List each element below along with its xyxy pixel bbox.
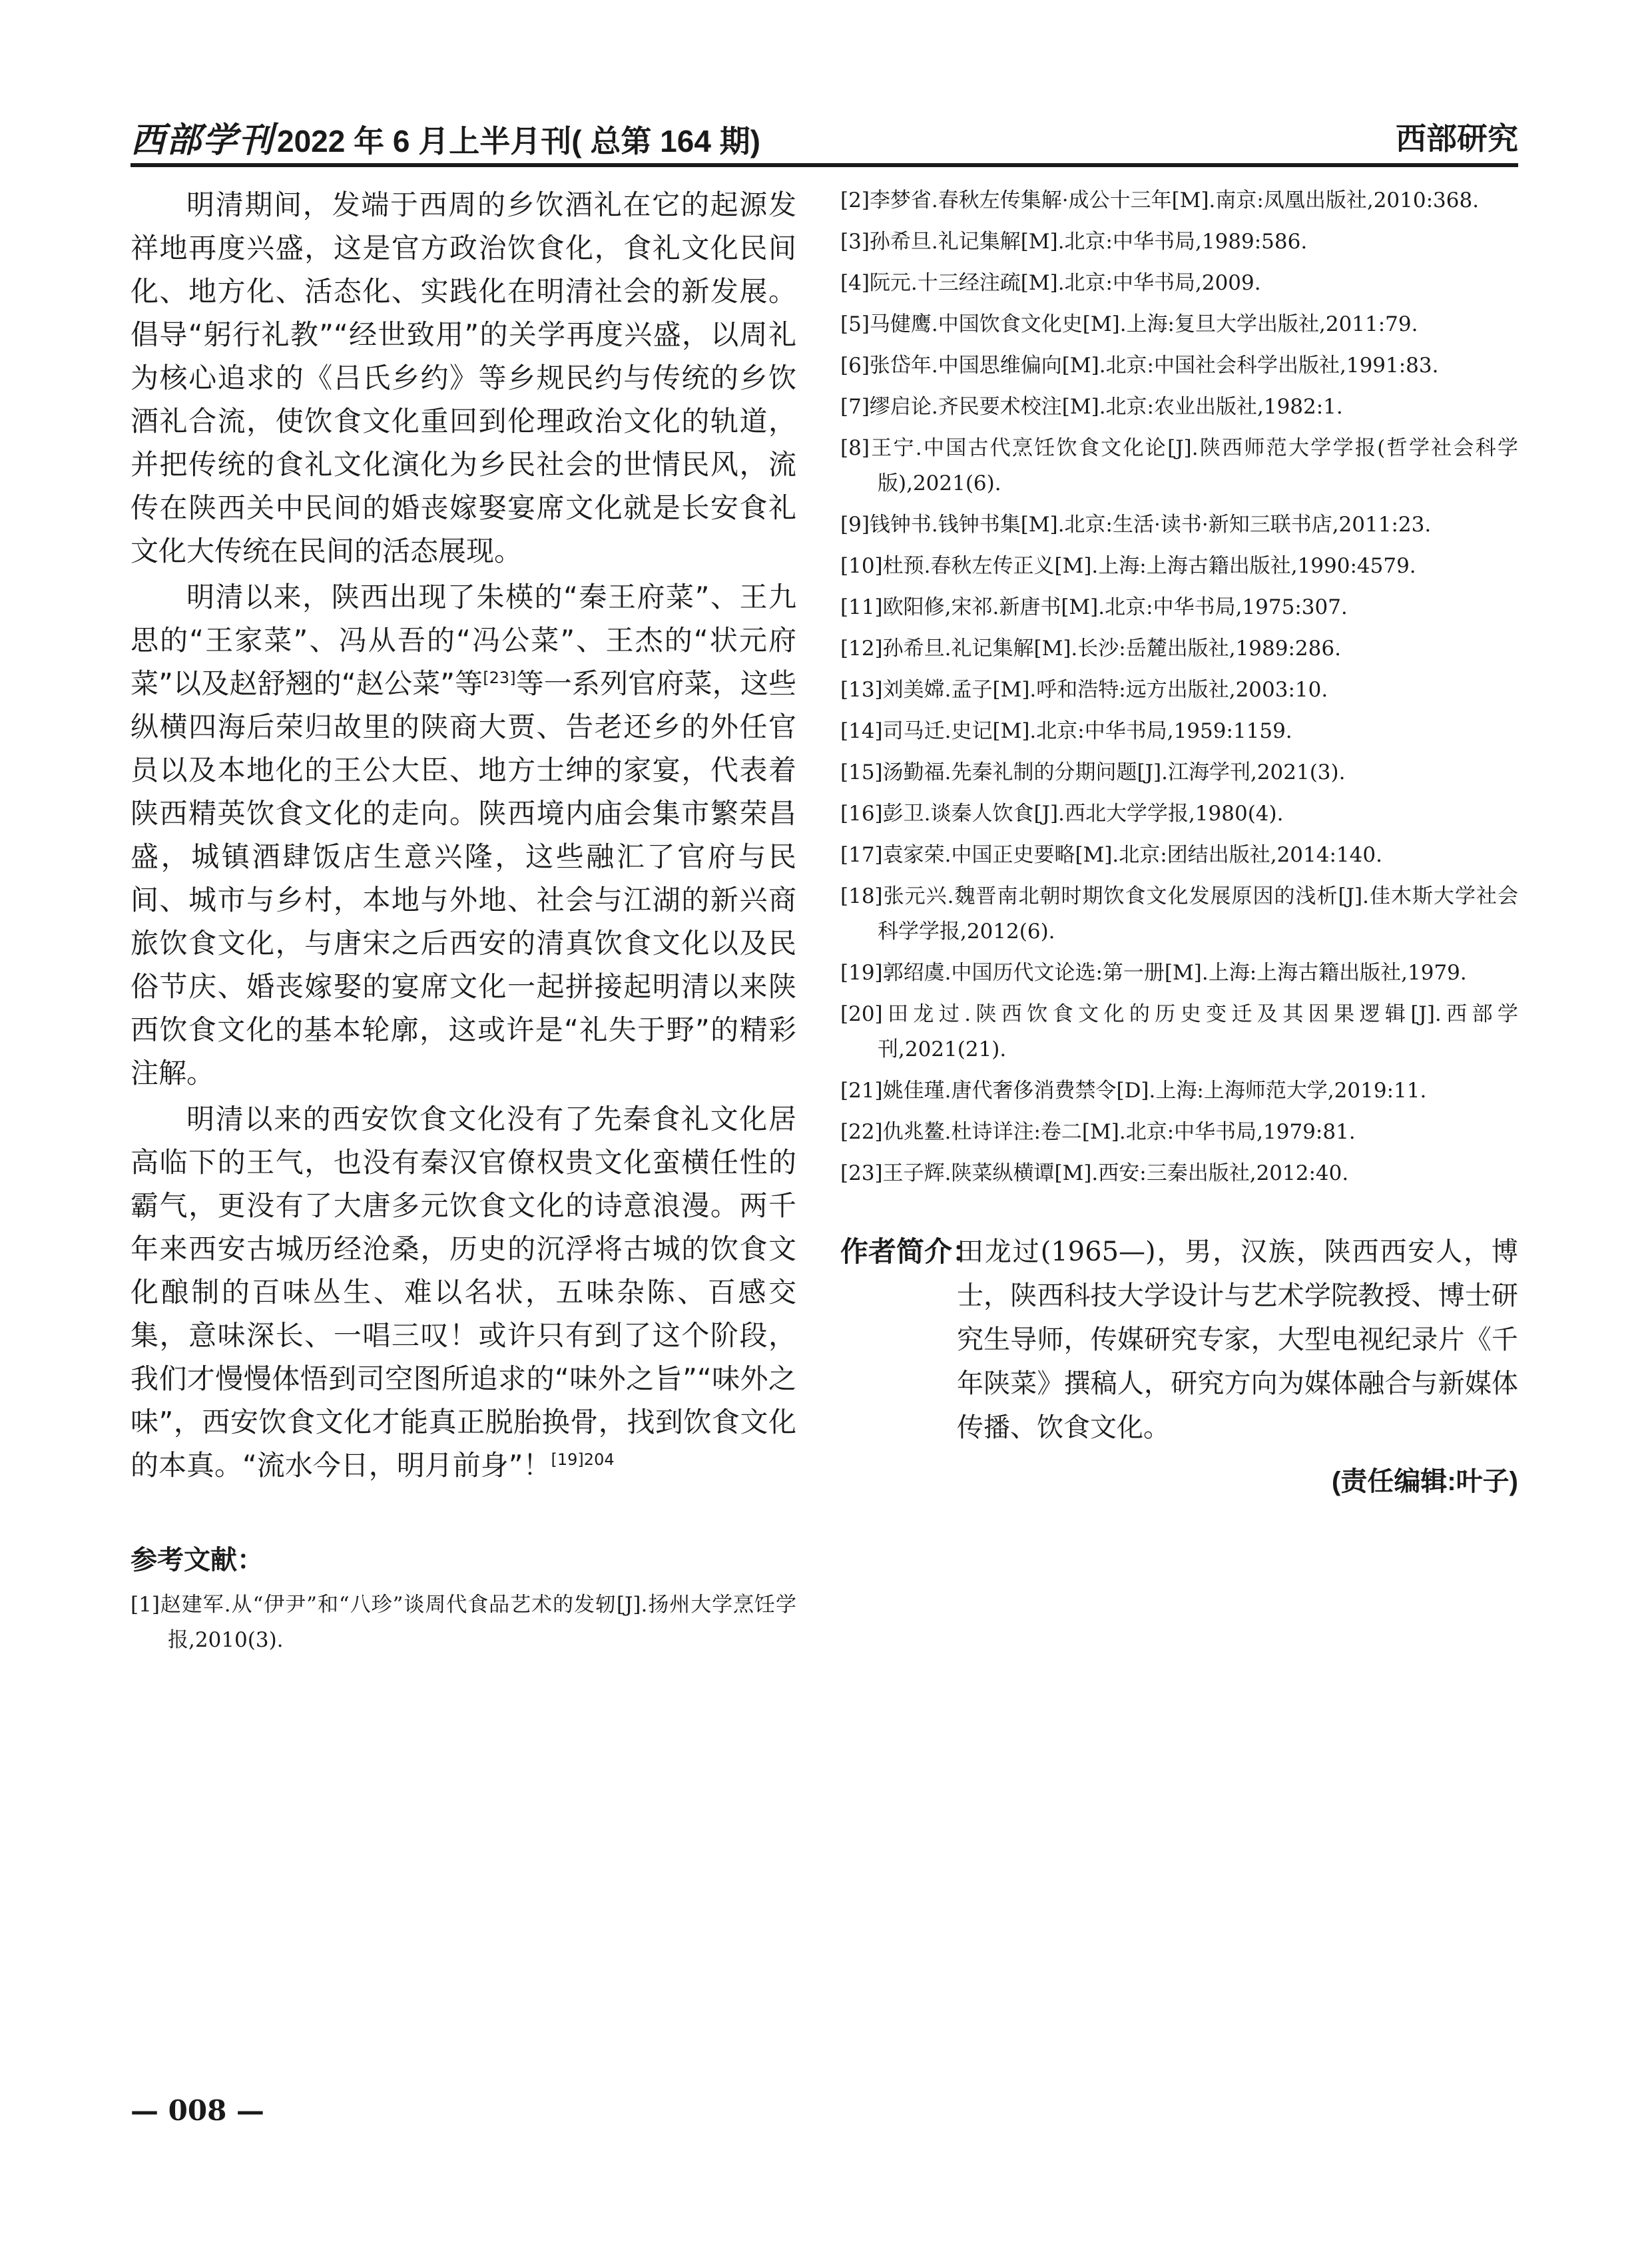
header-left xyxy=(131,112,760,162)
reference-item: [17]袁家荣.中国正史要略[M].北京:团结出版社,2014:140. xyxy=(840,843,1382,867)
author-bio xyxy=(840,1230,1518,1450)
reference-item: [4]阮元.十三经注疏[M].北京:中华书局,2009. xyxy=(840,271,1261,295)
body-paragraph-1: 明清期间，发端于西周的乡饮酒礼在它的起源发祥地再度兴盛，这是官方政治饮食化，食礼文化民间化、地方化、活态化、实践化在明清社会的新发展。倡导“躬行礼教”“经世致用”的关学再度兴盛，以周礼为核心追求的《吕氏乡约》等乡规民约与传统的乡饮酒礼合流，使饮食文化重回到伦理政治文化的轨道，并把传统的食礼文化演化为乡民社会的世情民风，流传在陕西关中民间的婚丧嫁娶宴席文化就是长安食礼文化大传统在民间的活态展现。 xyxy=(131,188,796,567)
reference-item: [22]仇兆鳌.杜诗详注:卷二[M].北京:中华书局,1979:81. xyxy=(840,1120,1356,1144)
page-number: — 008 — xyxy=(131,2094,264,2127)
reference-list-left xyxy=(131,1587,796,1658)
reference-item: [2]李梦省.春秋左传集解·成公十三年[M].南京:凤凰出版社,2010:368. xyxy=(840,188,1480,212)
reference-item: [12]孙希旦.礼记集解[M].长沙:岳麓出版社,1989:286. xyxy=(840,637,1341,661)
author-bio-text: 田龙过(1965—)，男，汉族，陕西西安人，博士，陕西科技大学设计与艺术学院教授、博士研究生导师，传媒研究专家，大型电视纪录片《千年陕菜》撰稿人，研究方向为媒体融合与新媒体传播、饮食文化。 xyxy=(957,1237,1518,1443)
citation-23: [23] xyxy=(483,669,516,687)
body-paragraph-2-text-b: 等一系列官府菜，这些纵横四海后荣归故里的陕商大贾、告老还乡的外任官员以及本地化的王公大臣、地方士绅的家宴，代表着陕西精英饮食文化的走向。陕西境内庙会集市繁荣昌盛，城镇酒肆饭店生意兴隆，这些融汇了官府与民间、城市与乡村，本地与外地、社会与江湖的新兴商旅饮食文化，与唐宋之后西安的清真饮食文化以及民俗节庆、婚丧嫁娶的宴席文化一起拼接起明清以来陕西饮食文化的基本轮廓，这或许是“礼失于野”的精彩注解。 xyxy=(131,667,796,1089)
left-column xyxy=(131,183,796,1663)
reference-item: [11]欧阳修,宋祁.新唐书[M].北京:中华书局,1975:307. xyxy=(840,595,1348,619)
journal-logo: 西部学刊 xyxy=(131,120,275,160)
reference-item: [15]汤勤福.先秦礼制的分期问题[J].江海学刊,2021(3). xyxy=(840,760,1346,784)
page-header xyxy=(131,112,1518,160)
right-column xyxy=(840,183,1518,1498)
body-paragraph-3-text: 明清以来的西安饮食文化没有了先秦食礼文化居高临下的王气，也没有秦汉官僚权贵文化蛮横任性的霸气，更没有了大唐多元饮食文化的诗意浪漫。两千年来西安古城历经沧桑，历史的沉浮将古城的饮食文化酿制的百味丛生、难以名状，五味杂陈、百感交集，意味深长、一唱三叹！或许只有到了这个阶段，我们才慢慢体悟到司空图所追求的“味外之旨”“味外之味”，西安饮食文化才能真正脱胎换骨，找到饮食文化的本真。“流水今日，明月前身”！ xyxy=(131,1103,796,1482)
reference-item: [18]张元兴.魏晋南北朝时期饮食文化发展原因的浅析[J].佳木斯大学社会科学学报,2012(6). xyxy=(840,884,1518,944)
reference-item: [8]王宁.中国古代烹饪饮食文化论[J].陕西师范大学学报(哲学社会科学版),2021(6). xyxy=(840,436,1518,495)
citation-19: [19]204 xyxy=(551,1450,615,1469)
reference-item: [5]马健鹰.中国饮食文化史[M].上海:复旦大学出版社,2011:79. xyxy=(840,312,1418,336)
section-title: 西部研究 xyxy=(1396,121,1518,156)
body-paragraph-3 xyxy=(131,1097,796,1487)
issue-info: 2022 年 6 月上半月刊( 总第 164 期) xyxy=(277,124,760,158)
reference-item: [10]杜预.春秋左传正义[M].上海:上海古籍出版社,1990:4579. xyxy=(840,554,1416,578)
body-paragraph-2 xyxy=(131,575,796,1095)
reference-item: [9]钱钟书.钱钟书集[M].北京:生活·读书·新知三联书店,2011:23. xyxy=(840,513,1432,537)
references-heading: 参考文献： xyxy=(131,1545,264,1575)
header-rule xyxy=(131,163,1518,167)
author-bio-label: 作者简介： xyxy=(840,1236,981,1267)
reference-item: [19]郭绍虞.中国历代文论选:第一册[M].上海:上海古籍出版社,1979. xyxy=(840,961,1467,985)
reference-item: [7]缪启论.齐民要术校注[M].北京:农业出版社,1982:1. xyxy=(840,395,1343,419)
reference-item: [16]彭卫.谈秦人饮食[J].西北大学学报,1980(4). xyxy=(840,802,1284,826)
reference-item: [13]刘美嫦.孟子[M].呼和浩特:远方出版社,2003:10. xyxy=(840,678,1328,702)
body-paragraph-2-text-a: 明清以来，陕西出现了朱楧的“秦王府菜”、王九思的“王家菜”、冯从吾的“冯公菜”、王杰的“状元府菜”以及赵舒翘的“赵公菜”等 xyxy=(131,581,796,700)
responsible-editor: (责任编辑:叶子) xyxy=(1332,1467,1518,1496)
reference-item: [14]司马迁.史记[M].北京:中华书局,1959:1159. xyxy=(840,719,1292,743)
reference-item: [21]姚佳瑾.唐代奢侈消费禁令[D].上海:上海师范大学,2019:11. xyxy=(840,1079,1427,1103)
reference-list-right xyxy=(840,183,1518,1191)
reference-item: [3]孙希旦.礼记集解[M].北京:中华书局,1989:586. xyxy=(840,230,1308,254)
reference-item: [20]田龙过.陕西饮食文化的历史变迁及其因果逻辑[J].西部学刊,2021(21). xyxy=(840,1002,1518,1061)
reference-item: [23]王子辉.陕菜纵横谭[M].西安:三秦出版社,2012:40. xyxy=(840,1161,1349,1185)
reference-item: [6]张岱年.中国思维偏向[M].北京:中国社会科学出版社,1991:83. xyxy=(840,354,1439,378)
reference-item: [1]赵建军.从“伊尹”和“八珍”谈周代食品艺术的发轫[J].扬州大学烹饪学报,2010(3). xyxy=(131,1593,796,1652)
